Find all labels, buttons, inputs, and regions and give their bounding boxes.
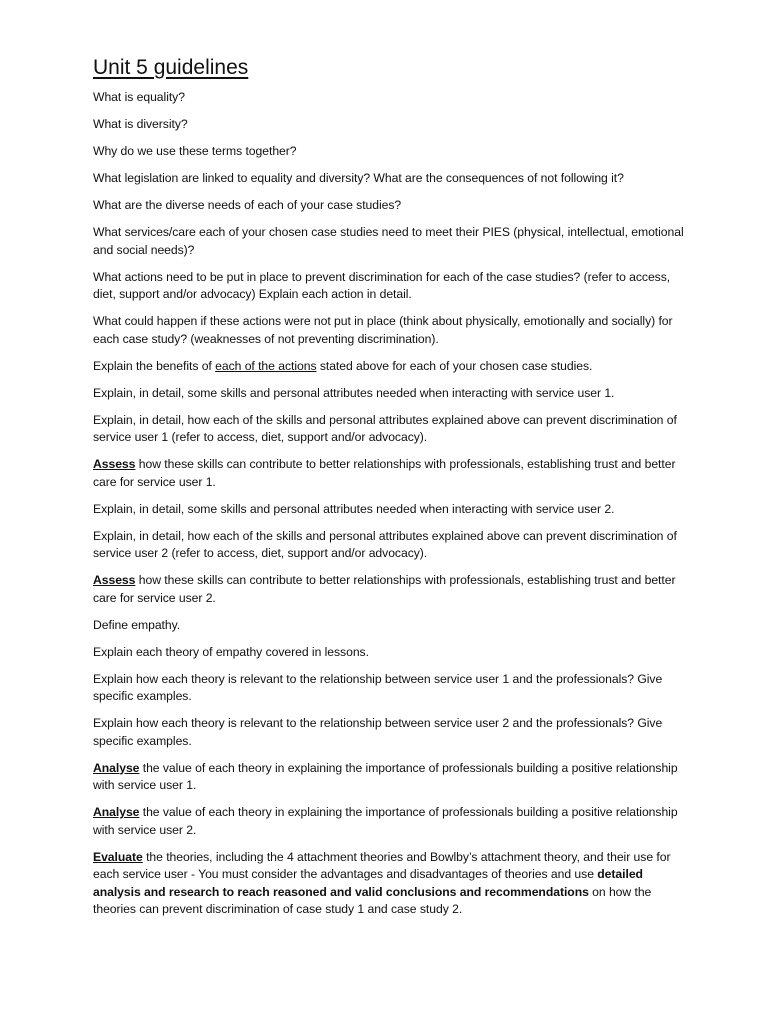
instruction-assess-user2 [93,572,685,607]
instruction-analyse-user2 [93,804,685,839]
instruction-skills-user2: Explain, in detail, some skills and personal attributes needed when interacting with service user 2. [93,501,615,516]
command-word: Analyse [93,805,140,819]
question-terms-together: Why do we use these terms together? [93,144,297,158]
instruction-skills-user1: Explain, in detail, some skills and personal attributes needed when interacting with service user 1. [93,385,615,400]
instruction-theory-user1: Explain how each theory is relevant to the relationship between service user 1 and the professionals? Give specific examples. [93,671,663,703]
text-segment: Explain the benefits of [93,358,216,373]
question-legislation: What legislation are linked to equality and diversity? What are the consequences of not following it? [93,171,624,185]
instruction-prevent-user2: Explain, in detail, how each of the skills and personal attributes explained above can prevent discrimination of service user 2 (refer to access, diet, support and/or advocacy). [93,528,677,560]
instruction-benefits [93,358,685,376]
bold-phrase: detailed analysis and research to reach reasoned and valid conclusions and recommendations [93,867,643,899]
instruction-evaluate [93,849,685,919]
text-segment: how these skills can contribute to better relationships with professionals, establishing trust and better care for service user 1. [93,457,676,489]
question-services-care: What services/care each of your chosen case studies need to meet their PIES (physical, intellectual, emotional and social needs)? [93,225,684,257]
command-word: Assess [93,573,136,587]
text-segment: stated above for each of your chosen case studies. [316,358,593,373]
instruction-analyse-user1 [93,760,685,795]
instruction-assess-user1 [93,456,685,491]
question-diverse-needs: What are the diverse needs of each of your case studies? [93,198,402,212]
question-diversity: What is diversity? [93,117,188,131]
instruction-prevent-user1: Explain, in detail, how each of the skills and personal attributes explained above can prevent discrimination of service user 1 (refer to access, diet, support and/or advocacy). [93,412,677,444]
command-word: Analyse [93,760,140,775]
question-prevent-discrimination: What actions need to be put in place to prevent discrimination for each of the case studies? (refer to access, diet, support and/or advocacy) Explain each action in detail. [93,269,671,301]
instruction-theory-user2: Explain how each theory is relevant to the relationship between service user 2 and the professionals? Give specific examples. [93,716,663,748]
text-segment: how these skills can contribute to better relationships with professionals, establishing trust and better care for service user 2. [93,573,676,605]
command-word: Evaluate [93,849,143,864]
instruction-define-empathy: Define empathy. [93,617,181,632]
command-word: Assess [93,457,136,471]
text-segment: the value of each theory in explaining the importance of professionals building a positive relationship with service user 2. [93,805,678,837]
page-title: Unit 5 guidelines [93,56,249,79]
instruction-empathy-theories: Explain each theory of empathy covered in lessons. [93,644,369,659]
text-segment: on how the theories can prevent discrimination of case study 1 and case study 2. [93,884,652,916]
question-consequences: What could happen if these actions were not put in place (think about physically, emotionally and socially) for each case study? (weaknesses of not preventing discrimination). [93,314,673,346]
document-body [93,56,685,928]
text-segment: the theories, including the 4 attachment theories and Bowlby’s attachment theory, and their use for each service user - You must consider the advantages and disadvantages of theories and use [93,849,671,881]
text-segment: the value of each theory in explaining the importance of professionals building a positive relationship with service user 1. [93,760,678,792]
question-equality: What is equality? [93,90,185,104]
underlined-phrase: each of the actions [215,358,317,373]
